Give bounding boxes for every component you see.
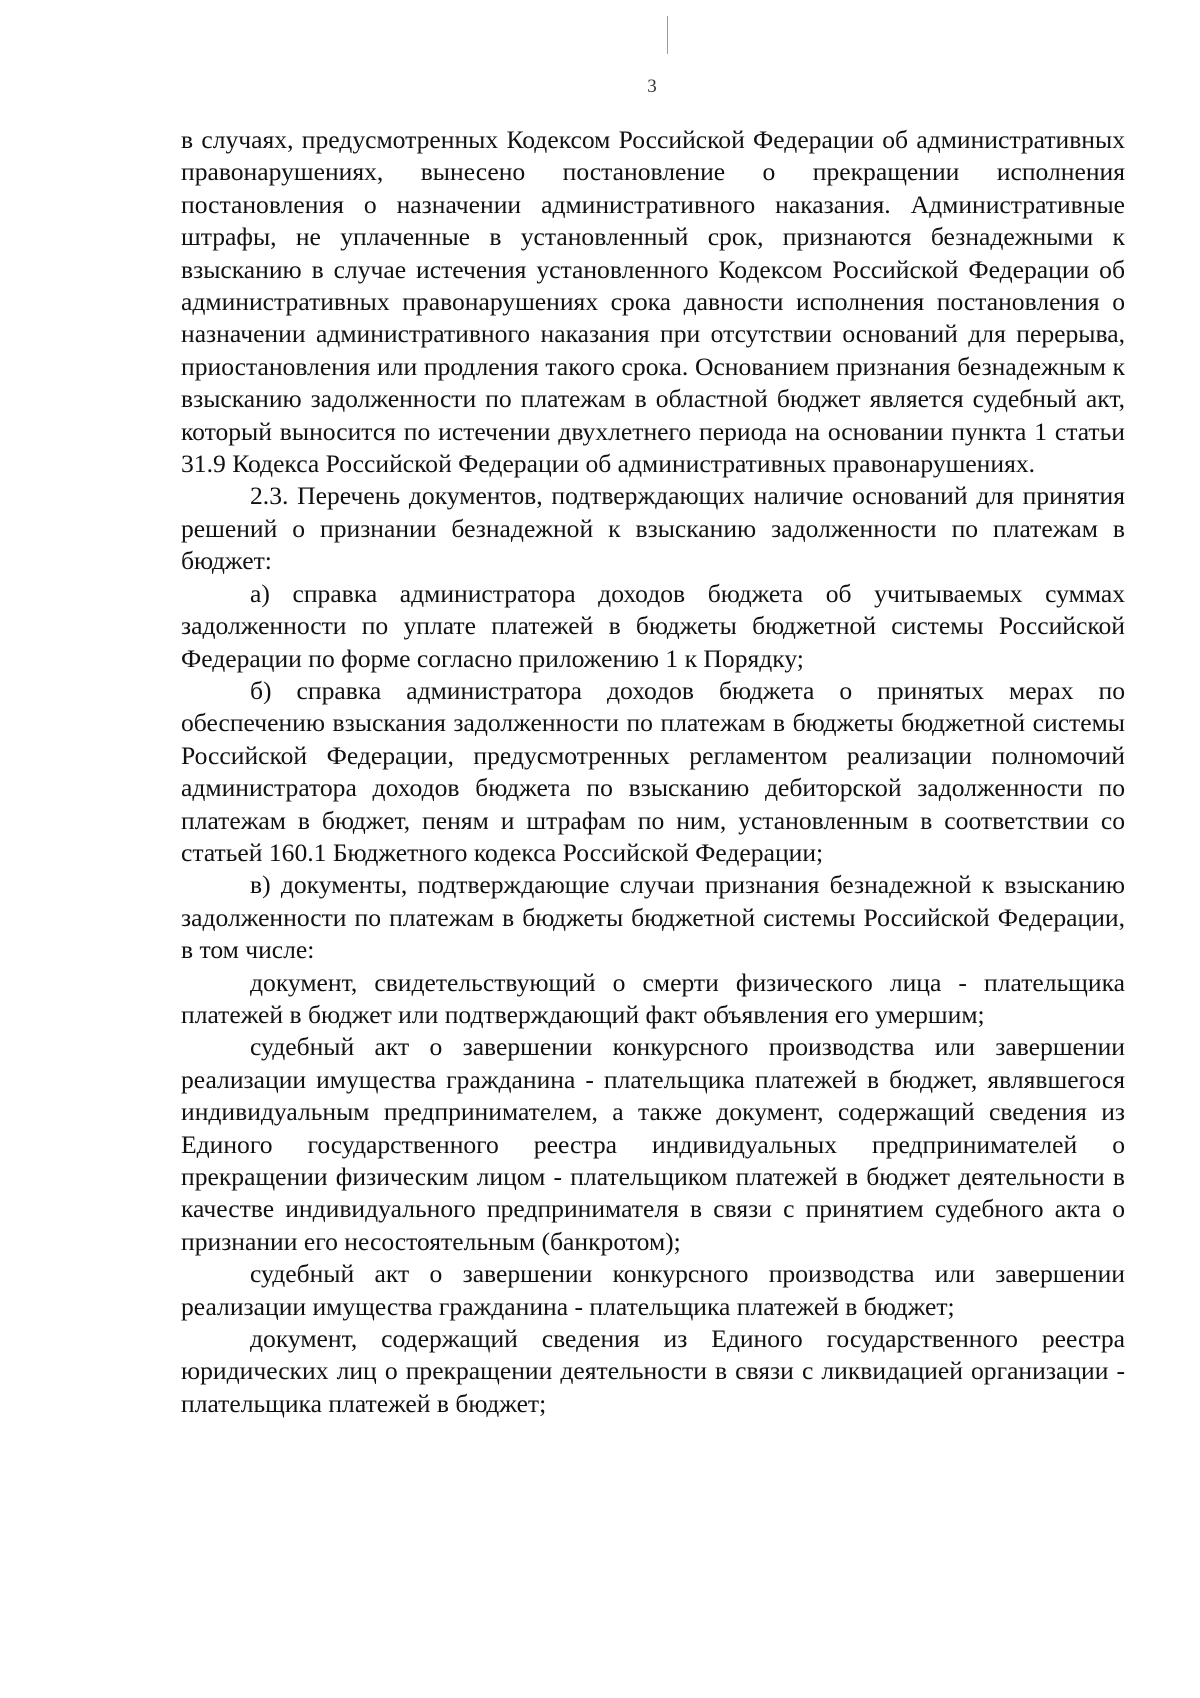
page-number: 3: [647, 76, 657, 97]
paragraph-item-v: в) документы, подтверждающие случаи признания безнадежной к взысканию задолженности по платежам в бюджеты бюджетной системы Российской Федерации, в том числе:: [181, 870, 1125, 965]
paragraph-bankruptcy-entrepreneur: судебный акт о завершении конкурсного производства или завершении реализации имущества гражданина - плательщика платежей в бюджет, являвшегося индивидуальным предпринимателем, а также документ, содержащий сведения из Единого государственного реестра индивидуальных предпринимателей о прекращении физическим лицом - плательщиком платежей в бюджет деятельности в качестве индивидуального предпринимателя в связи с принятием судебного акта о признании его несостоятельным (банкротом);: [181, 1032, 1125, 1256]
paragraph-continuation: в случаях, предусмотренных Кодексом Российской Федерации об административных правонарушениях, вынесено постановление о прекращении исполнения постановления о назначении административного наказания. Административные штрафы, не уплаченные в установленный срок, признаются безнадежными к взысканию в случае истечения установленного Кодексом Российской Федерации об административных правонарушениях срока давности исполнения постановления о назначении административного наказания при отсутствии оснований для перерыва, приостановления или продления такого срока. Основанием признания безнадежным к взысканию задолженности по платежам в областной бюджет является судебный акт, который выносится по истечении двухлетнего периода на основании пункта 1 статьи 31.9 Кодекса Российской Федерации об административных правонарушениях.: [181, 125, 1125, 479]
paragraph-bankruptcy-citizen: судебный акт о завершении конкурсного производства или завершении реализации имущества гражданина - плательщика платежей в бюджет;: [181, 1259, 1125, 1321]
paragraph-section-2-3: 2.3. Перечень документов, подтверждающих наличие оснований для принятия решений о признании безнадежной к взысканию задолженности по платежам в бюджет:: [181, 481, 1125, 576]
paragraph-death-document: документ, свидетельствующий о смерти физического лица - плательщика платежей в бюджет или подтверждающий факт объявления его умершим;: [181, 967, 1125, 1029]
paragraph-item-b: б) справка администратора доходов бюджета о принятых мерах по обеспечению взыскания задолженности по платежам в бюджеты бюджетной системы Российской Федерации, предусмотренных регламентом реализации полномочий администратора доходов бюджета по взысканию дебиторской задолженности по платежам в бюджет, пеням и штрафам по ним, установленным в соответствии со статьей 160.1 Бюджетного кодекса Российской Федерации;: [181, 675, 1125, 867]
paragraph-item-a: а) справка администратора доходов бюджета об учитываемых суммах задолженности по уплате платежей в бюджеты бюджетной системы Российской Федерации по форме согласно приложению 1 к Порядку;: [181, 578, 1125, 673]
document-body: [181, 124, 1125, 1420]
paragraph-liquidation: документ, содержащий сведения из Единого государственного реестра юридических лиц о прекращении деятельности в связи с ликвидацией организации - плательщика платежей в бюджет;: [181, 1324, 1125, 1418]
scan-edge-mark: [667, 16, 668, 54]
